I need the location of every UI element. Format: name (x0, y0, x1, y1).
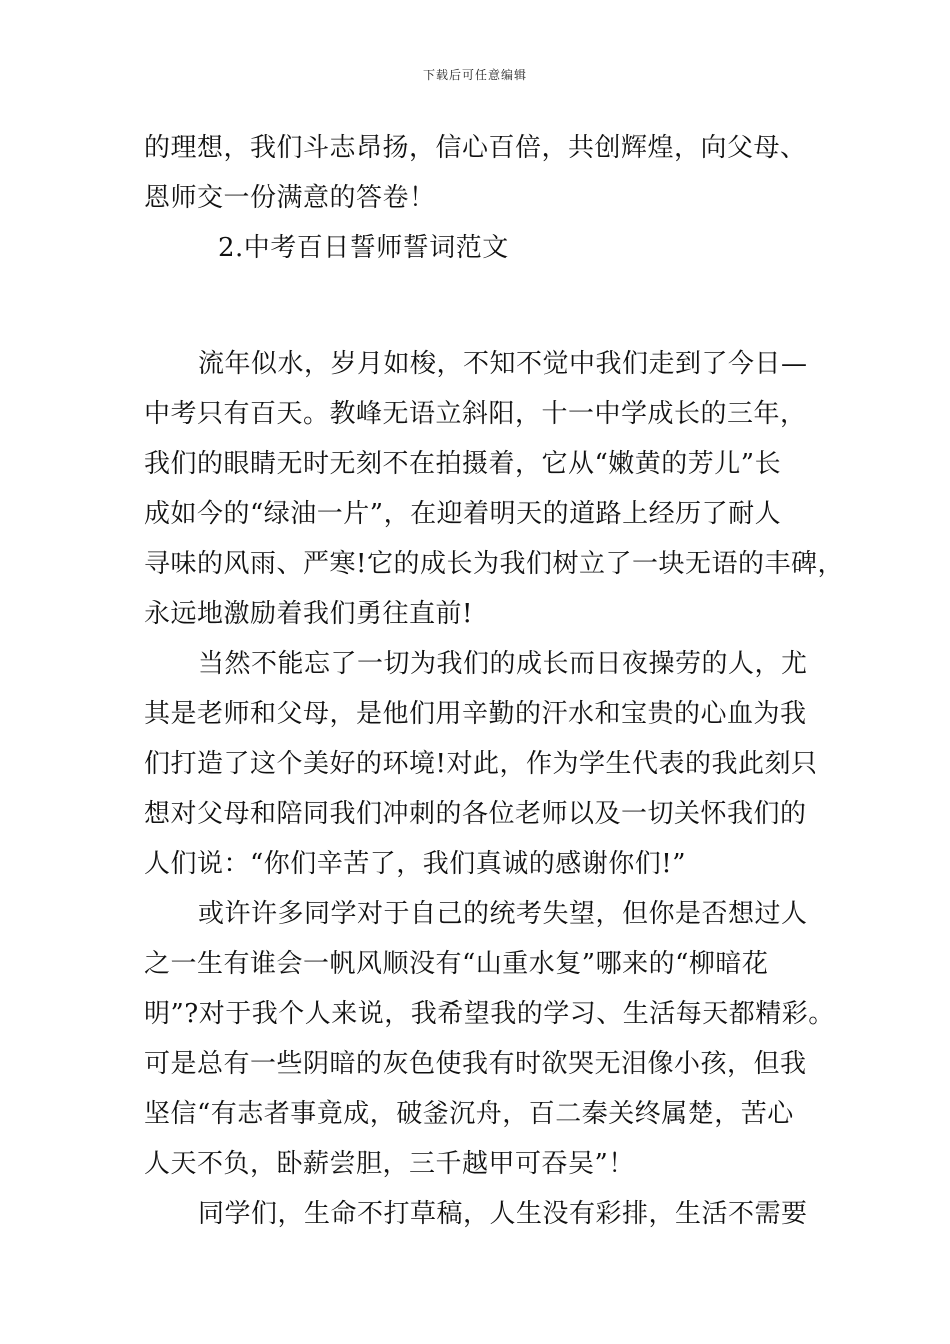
text-line: 可是总有一些阴暗的灰色使我有时欲哭无泪像小孩，但我 (144, 1049, 807, 1079)
text-line: 之一生有谁会一帆风顺没有“山重水复”哪来的“柳暗花 (144, 949, 769, 979)
paragraph-4 (144, 1189, 806, 1239)
text-line: 的理想，我们斗志昂扬，信心百倍，共创辉煌，向父母、 (144, 133, 807, 163)
text-line: 中考只有百天。教峰无语立斜阳，十一中学成长的三年， (144, 399, 807, 429)
page-header: 下载后可任意编辑 (422, 68, 527, 82)
section-spacer (144, 273, 806, 339)
text-line: 其是老师和父母，是他们用辛勤的汗水和宝贵的心血为我 (144, 699, 807, 729)
text-line: 流年似水，岁月如梭，不知不觉中我们走到了今日— (198, 349, 808, 379)
text-line: 人们说：“你们辛苦了，我们真诚的感谢你们!” (144, 849, 687, 879)
text-line: 明”?对于我个人来说，我希望我的学习、生活每天都精彩。 (144, 999, 835, 1029)
text-line: 永远地激励着我们勇往直前! (144, 599, 473, 629)
paragraph-1 (144, 339, 844, 639)
text-line: 坚信“有志者事竟成，破釜沉舟，百二秦关终属楚，苦心 (144, 1099, 794, 1129)
text-line: 同学们，生命不打草稿，人生没有彩排，生活不需要 (198, 1199, 808, 1229)
text-line: 们打造了这个美好的环境!对此，作为学生代表的我此刻只 (144, 749, 818, 779)
paragraph-3 (144, 889, 835, 1189)
text-line: 人天不负，卧薪尝胆，三千越甲可吞吴”！ (144, 1149, 635, 1179)
text-line: 想对父母和陪同我们冲刺的各位老师以及一切关怀我们的 (144, 799, 807, 829)
text-line: 当然不能忘了一切为我们的成长而日夜操劳的人，尤 (198, 649, 808, 679)
text-line: 或许许多同学对于自己的统考失望，但你是否想过人 (198, 899, 808, 929)
section-heading: 2.中考百日誓师誓词范文 (218, 233, 509, 263)
text-line: 我们的眼睛无时无刻不在拍摄着，它从“嫩黄的芳儿”长 (144, 449, 782, 479)
text-line: 寻味的风雨、严寒!它的成长为我们树立了一块无语的丰碑， (144, 549, 844, 579)
document-body (144, 123, 844, 1239)
paragraph-2 (144, 639, 818, 889)
text-line: 成如今的“绿油一片”，在迎着明天的道路上经历了耐人 (144, 499, 782, 529)
text-line: 恩师交一份满意的答卷！ (144, 183, 436, 213)
